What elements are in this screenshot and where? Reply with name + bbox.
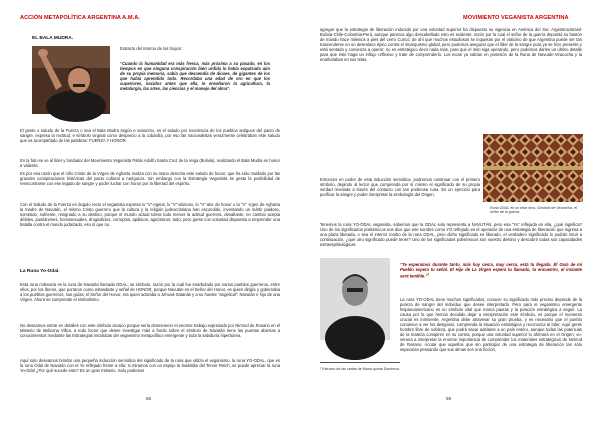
paragraph-saludo-fuerza: Con el Saludo de la Fuerza en ángulo recto el veganista expresa lo “V”-irginal, lo “V”-alorioso, lo “V”-alor de honor o la “V” -irgen de Agharta la madre de Navután, el mismo Cristo guerrero que la cultura y la religión judeocristiana han escondido, inventando un mártir piadoso, sometido, sufriente, resignado a su destino, porque el mundo actual tolera todo menos la actitud guerrera, desafiante, en cambio acepta débiles, pusilánimes, homosexuales, drogadictos, corruptos, apáticos, agnósticos, todo; pero gente con voluntad dispuesta a emprender una batalla contra el mundo judaizado, eso sí que no.	[20, 202, 280, 228]
paragraph-incas	[320, 85, 480, 126]
paragraph-photo-note: En la foto se ve al líder y fundador del Movimiento Veganista Pablo Adolfo Santa Cruz de la Vega (Bolivia), realizando el Bala Mudra en honor a valiente.	[20, 158, 280, 169]
saluting-man-photo	[32, 46, 110, 114]
right-page	[300, 0, 600, 424]
subtitle-runa: La Runa Yo-Odal.	[20, 269, 60, 274]
man-portrait-photo	[320, 258, 390, 340]
page-number: 59	[446, 396, 452, 401]
paragraph-bala-mudra: El gesto o saludo de la Fuerza o sea el Bala Mudra según e sanscrito, es el saludo por excelencia de los pueblos antiguos del pacto de sangre, expresa la rectitud, e símbolo virginal como desprecio a la cobardía, por eso las nacionalistas verazmente celebraban este saludo que va acompañado de las palabras: FUERZA Y HONOR.	[20, 128, 280, 144]
paragraph-detalles: No deseamos entrar en detalles con este símbolo arcaico porque sería desmerecer el enorme trabajo expresado por Nimrod de Rosario en el Misterio de Belicena Villca, a todo lector que desee investigar más a fondo sobre el símbolo de Navután tiene las puertas abiertas a conocimientos mediante las Estrategias iniciáticas del veganismo metapolítico emergente y toda la sabiduría hiperbórea.	[20, 323, 280, 339]
footnote-divider	[320, 362, 400, 363]
quote-block: “Cuando la humanidad era más fresca, más próxima a su pasado, en los tiempos en que ninguna conspiración bien urdida lo había expulsado aún de su propia memoria, sabía que descendía de dioses, de gigantes de los que había aprendido todo. Recordaba una edad de oro en que los superiores, nacidos antes que ella, le enseñaron la agricultura, la metalurgia, las artes, las ciencias y el manejo del alma”.	[120, 61, 270, 92]
page-number: 58	[146, 396, 152, 401]
right-page-header: MOVIMIENTO VEGANISTA ARGENTINA	[463, 15, 569, 21]
intro-text: Extracto del retorno de los brujos:	[120, 46, 182, 51]
section-title: EL BALA MUDRA.	[32, 36, 74, 41]
footnote-text: ¹ Extracto de las cartas de María quinta Dominica.	[320, 367, 400, 371]
paragraph-runa-yo-odal: Tenemos la runa YO-ODAL veganista, sabemos que la ODAL solo representa a NAVUTÁN, pero esa “Yo” reflejada en ella, ¿qué significa? Uno de los significados polisémicos nos dice que ese nombre como YO reflejado es el operador de una estrategia de liberación que ingresa a una plaza liberada, o sea el interior rombo de la runa ODAL, pero dicho significado es liberado, el verdadero significado lo podrán intuir a continuación, ¿qué otro significado puede tener? Uno de los significados polisémicos son vuestro destino y descubrir todas sus capacidades extraespiritológicas.	[320, 222, 582, 248]
inca-textile-image	[483, 134, 583, 202]
footnote-marker: 1	[427, 272, 430, 277]
textile-caption: Runa ODAL en un telar Inca. Símbolo de Viracocha, el señor de la guerra.	[490, 206, 577, 215]
quote-2-text: “Te esperamos durante tanto, más hoy cerca, muy cerca, está tu llegada. El Guía de mi Pueblo espera tu señal. El Hijo de La Virgen espera tu llamado, tu encuentro, el instante será temible.”	[400, 262, 582, 279]
paragraph-induccion: Aquí solo deseamos brindar una pequeña inducción semiótica del significado de la runa que utiliza el veganismo, la runa YO-ODAL, que es la runa Odal de Navután con el Yo reflejado frente a ella; si miramos con un espejo la Swástika del Tercer Reich, se puede apreciar la runa Yo-Odal ¿Por qué sucede esto? Es un gran misterio. Solo podemos	[20, 358, 280, 374]
paragraph-runa-odal: Esta runa milenaria es la runa de Navután llamada ODAL, su símbolo, razón por la cual fue enarbolado por varios pueblos guerreros, entre ellos, por los íberos, que portaron como estandarte y señal de HONOR, porque Navután es el Señor del Honor, es quien dirigía y gobernaba a los pueblos guerreros, sus guías, el Señor del Honor, era quien adoraba a Jehová-Satanás y a su hueste “angelical”; Navután e hijo de una Virgen. Ahora se comprende el simbolismo.	[20, 282, 280, 303]
quote-block-2	[400, 262, 582, 293]
paragraph-semiotica: Entonces en poder de esta inducción semiótica, podremos continuar con el primero símbolo, dejando al lector que comprenda por sí mismo el significado de su propia verdad revelada a través del contacto con tan poderosa runa. Es un ejercicio para purificar la sangre y poder interpretar la simbología del Origen.	[320, 177, 480, 198]
paragraph-estrategia: agregar que la estrategia de liberación inducida por una voluntad superior ha dispuesto su vigencia en América del Sur, Argentina-Brasil-Bolivia-Chile-Colombia-Perú, aunque parezca algo descabellado esto es evidente, razón por la cual el señor de la guerra depositó su bastón de mando hace milenios a pies del cerro Curicó; de ahí que muchos estudiosos se inquietan por el vaticinio de que Argentina puede ser tan trascendente en un desenlace épico contra el sinarquismo global, pero podemos asegurar que el líder de la sangre pura ya se hizo presente y está sentado y comienza a operar; no es estratégico decir nada más, para que el mito siga operando, pero podemos darles un último detalle para que éste haga un influjo reflexivo y trate de comprenderlo. Los incas ya sabían en posesión de la Runa de Navután-Viracocha y la enarbolaban en sus telas.	[320, 27, 582, 63]
paragraph-cristo: Es por esa razón que el niño Cristo de la Virgen de Agharta realiza con su mano derecha este saludo de honor, que ha sido mutilado por las grandes conspiraciones históricas del pacto cultural a narígucos. Sin embargo con la Estrategia Veganista se gesta la posibilidad de reencontrarse con ese legado de sangre y poder luchar con honor por la libertad del espíritu.	[20, 171, 280, 187]
left-page-header: ACCIÓN METAPOLÍTICA ARGENTINA A.M.A.	[20, 15, 140, 21]
paragraph-significados: La runa YO-ODAL tiene muchos significados, conocer su significado más preciso depende de la pureza de sangre del individuo que desee interpretarla. Pero para el veganismo emergente hispanoamericano es un símbolo vital que marca pautas y la posición estratégica a seguir. La causa por la que hemos decidido dejar a interpretación este símbolo, es porque el momento crucial es inminente, Argentina debe atravesar su gran prueba, y es necesario que el pueblo comience a ver los designios, comprenda la situación estratégica y reconozca al líder. Aquí gente hombre libre de nobleza, que podrá sacar adelante a un país entero, aunque todas las potencias de la materia conspiren en su contra, porque una voluntad superior lo afirmará en el Origen; vo-veruna a interpretar la enorme importancia de comprender los materiales estratégicos de Nimrod de Rosario. Acotar que aquellos que sin participar de una estrategia de liberación tan sólo especulan pensando que sus almas son una ficción,	[400, 297, 582, 353]
